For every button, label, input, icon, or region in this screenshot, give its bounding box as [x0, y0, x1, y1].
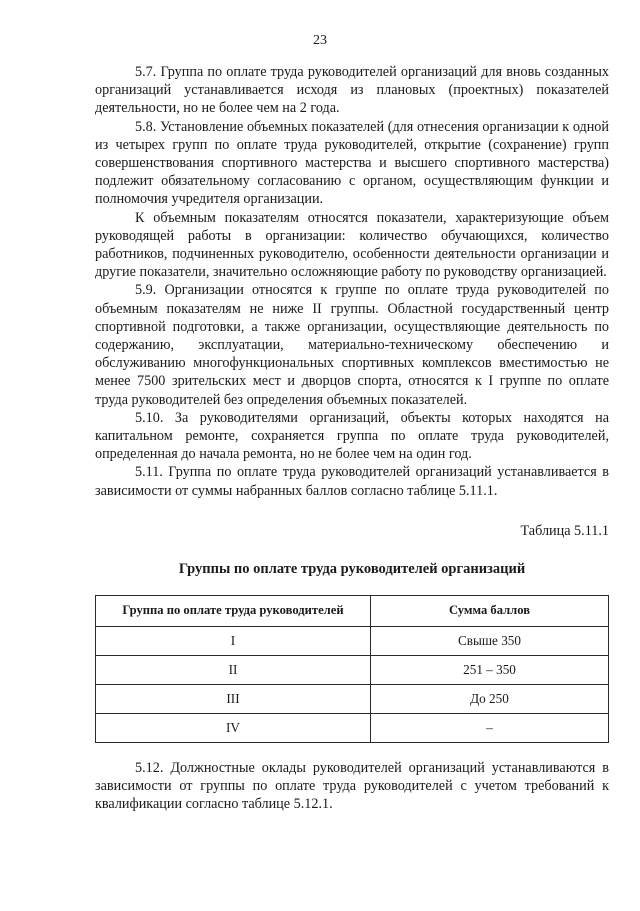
paragraph-5-11: 5.11. Группа по оплате труда руководителей организаций устанавливается в зависимости от суммы набранных баллов согласно таблице 5.11.1.: [95, 464, 609, 499]
header-group: Группа по оплате труда руководителей: [96, 595, 371, 626]
paragraph-5-9: 5.9. Организации относятся к группе по оплате труда руководителей по объемным показателям не ниже II группы. Областной государственный центр спортивной подготовки, а также организации, осуществляющие деятельность по содержанию, эксплуатации, материально-техническому обеспечению и обслуживанию многофункциональных спортивных комплексов вместимостью не менее 7500 зрительских мест и дворцов спорта, относятся к I группе по оплате труда руководителей без определения объемных показателей.: [95, 282, 609, 408]
group-cell: II: [96, 655, 371, 684]
table-row: [96, 655, 609, 684]
points-cell: Свыше 350: [371, 626, 609, 655]
table-caption: Таблица 5.11.1: [520, 522, 609, 539]
paragraph-5-7: 5.7. Группа по оплате труда руководителей организаций для вновь созданных организаций устанавливается исходя из плановых (проектных) показателей деятельности, но не более чем на 2 года.: [95, 64, 609, 117]
paragraph-5-8: 5.8. Установление объемных показателей (для отнесения организации к одной из четырех групп по оплате труда руководителей, открытие (сохранение) групп совершенствования спортивного мастерства и высшего спортивного мастерства) подлежит обязательному согласованию с органом, осуществляющим функции и полномочия учредителя организации.: [95, 118, 609, 208]
paragraph-5-12: 5.12. Должностные оклады руководителей организаций устанавливаются в зависимости от группы по оплате труда руководителей с учетом требований к квалификации согласно таблице 5.12.1.: [95, 759, 609, 813]
table-header-row: [96, 595, 609, 626]
points-cell: 251 – 350: [371, 655, 609, 684]
table-row: [96, 713, 609, 742]
group-cell: III: [96, 684, 371, 713]
points-cell: До 250: [371, 684, 609, 713]
header-points: Сумма баллов: [371, 595, 609, 626]
page-number: 23: [313, 33, 327, 48]
group-cell: IV: [96, 713, 371, 742]
groups-table: [95, 595, 609, 743]
table-row: [96, 684, 609, 713]
table-title: Группы по оплате труда руководителей организаций: [178, 560, 526, 577]
paragraph-volume-indicators: К объемным показателям относятся показатели, характеризующие объем руководящей работы в организации: количество обучающихся, количество работников, подчиненных руководителю, особенности деятельности организации и другие показатели, значительно осложняющие работу по руководству организацией.: [95, 209, 609, 281]
points-cell: –: [371, 713, 609, 742]
paragraph-5-10: 5.10. За руководителями организаций, объекты которых находятся на капитальном ремонте, сохраняется группа по оплате труда руководителей, определенная до начала ремонта, но не более чем на один год.: [95, 409, 609, 463]
document-body: [95, 63, 609, 813]
group-cell: I: [96, 626, 371, 655]
table-row: [96, 626, 609, 655]
